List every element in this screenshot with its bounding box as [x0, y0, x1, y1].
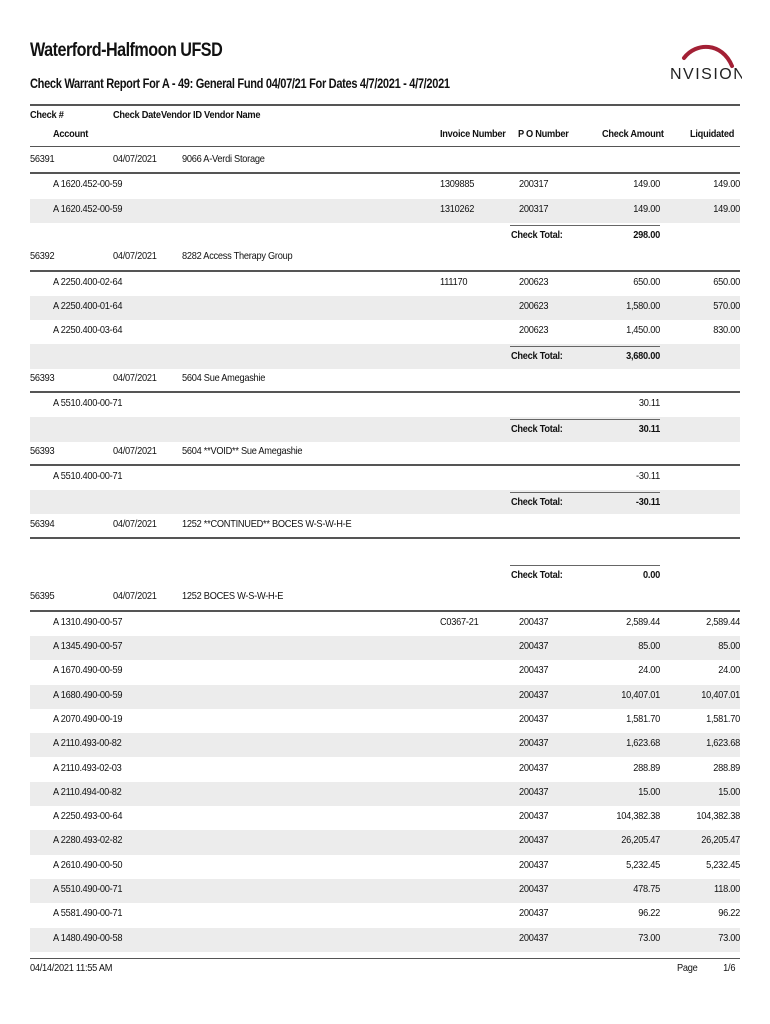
- invoice-number: 111170: [440, 275, 468, 288]
- liquidated-amount: 1,581.70: [706, 712, 740, 725]
- footer-datetime: 04/14/2021 11:55 AM: [30, 962, 113, 974]
- po-number: 200437: [519, 640, 549, 652]
- account-code: A 2110.493-00-82: [53, 737, 122, 750]
- po-number: 200437: [519, 737, 549, 750]
- po-number: 200437: [519, 931, 549, 944]
- check-amount: 24.00: [638, 664, 660, 677]
- liquidated-amount: 96.22: [718, 907, 740, 920]
- liquidated-amount: 149.00: [713, 178, 740, 191]
- account-code: A 2610.490-00-50: [53, 858, 123, 871]
- po-number: 200437: [519, 907, 549, 920]
- report-title: Check Warrant Report For A - 49: General Fund 04/07/21 For Dates 4/7/2021 - 4/7/2021: [30, 76, 450, 91]
- total-rule: [510, 225, 660, 226]
- vendor-name: 5604 **VOID** Sue Amegashie: [182, 444, 303, 457]
- check-amount: 478.75: [633, 883, 660, 895]
- org-name: Waterford-Halfmoon UFSD: [30, 40, 223, 61]
- account-code: A 5510.400-00-71: [53, 397, 123, 409]
- col-invoice: Invoice Number: [440, 128, 506, 140]
- liquidated-amount: 24.00: [718, 664, 740, 677]
- account-code: A 2250.400-03-64: [53, 324, 123, 337]
- col-account: Account: [53, 128, 89, 140]
- po-number: 200437: [519, 785, 549, 798]
- account-code: A 2250.400-01-64: [53, 299, 123, 312]
- account-code: A 1670.490-00-59: [53, 664, 123, 677]
- check-total-label: Check Total:: [511, 228, 563, 241]
- header-rule-bottom: [30, 146, 740, 147]
- check-rule: [30, 270, 740, 272]
- po-number: 200437: [519, 761, 549, 774]
- check-amount: -30.11: [636, 469, 660, 482]
- footer-page-number: 1/6: [723, 962, 736, 974]
- logo-arc-icon: [666, 44, 742, 84]
- col-liquidated: Liquidated: [690, 128, 735, 140]
- check-amount: 104,382.38: [616, 810, 660, 823]
- liquidated-amount: 5,232.45: [706, 858, 740, 871]
- check-number: 56395: [30, 590, 55, 603]
- account-code: A 2250.493-00-64: [53, 810, 123, 823]
- col-po: P O Number: [518, 128, 569, 140]
- po-number: 200437: [519, 712, 549, 725]
- liquidated-amount: 2,589.44: [706, 615, 740, 628]
- account-code: A 2070.490-00-19: [53, 712, 123, 725]
- check-number: 56392: [30, 250, 55, 263]
- nvision-logo: [666, 44, 742, 84]
- check-total-value: 3,680.00: [626, 350, 660, 363]
- po-number: 200623: [519, 275, 549, 288]
- check-amount: 5,232.45: [626, 858, 660, 871]
- check-rule: [30, 391, 740, 393]
- liquidated-amount: 104,382.38: [696, 810, 740, 823]
- liquidated-amount: 830.00: [713, 324, 740, 337]
- check-amount: 96.22: [638, 907, 660, 920]
- check-amount: 149.00: [633, 178, 660, 191]
- liquidated-amount: 570.00: [713, 299, 740, 312]
- liquidated-amount: 15.00: [718, 785, 740, 798]
- check-date: 04/07/2021: [113, 250, 157, 263]
- vendor-name: 1252 **CONTINUED** BOCES W-S-W-H-E: [182, 517, 352, 530]
- check-date: 04/07/2021: [113, 517, 157, 530]
- account-code: A 5510.490-00-71: [53, 883, 123, 895]
- invoice-number: 1310262: [440, 202, 475, 215]
- vendor-name: 8282 Access Therapy Group: [182, 250, 293, 263]
- check-amount: 650.00: [633, 275, 660, 288]
- liquidated-amount: 650.00: [713, 275, 740, 288]
- account-code: A 1480.490-00-58: [53, 931, 123, 944]
- account-code: A 5581.490-00-71: [53, 907, 123, 920]
- check-amount: 85.00: [638, 640, 660, 652]
- vendor-name: 9066 A-Verdi Storage: [182, 153, 265, 165]
- total-rule: [510, 492, 660, 493]
- check-date: 04/07/2021: [113, 371, 157, 384]
- check-total-label: Check Total:: [511, 350, 563, 363]
- invoice-number: 1309885: [440, 178, 475, 191]
- po-number: 200437: [519, 688, 549, 701]
- col-check-date: Check Date: [113, 109, 161, 121]
- check-amount: 30.11: [638, 397, 660, 409]
- check-amount: 15.00: [638, 785, 660, 798]
- account-code: A 2110.493-02-03: [53, 761, 122, 774]
- account-code: A 1680.490-00-59: [53, 688, 123, 701]
- check-amount: 1,623.68: [626, 737, 660, 750]
- col-check: Check #: [30, 109, 64, 121]
- check-total-label: Check Total:: [511, 496, 563, 509]
- liquidated-amount: 149.00: [713, 202, 740, 215]
- po-number: 200437: [519, 883, 549, 895]
- check-date: 04/07/2021: [113, 153, 157, 165]
- logo-text: NVISION: [670, 66, 742, 83]
- po-number: 200437: [519, 810, 549, 823]
- check-total-value: 30.11: [638, 423, 660, 436]
- po-number: 200623: [519, 324, 549, 337]
- liquidated-amount: 73.00: [718, 931, 740, 944]
- check-amount: 26,205.47: [621, 834, 660, 847]
- liquidated-amount: 85.00: [718, 640, 740, 652]
- check-total-value: 298.00: [633, 228, 660, 241]
- po-number: 200623: [519, 299, 549, 312]
- account-code: A 2250.400-02-64: [53, 275, 123, 288]
- check-amount: 2,589.44: [626, 615, 660, 628]
- check-date: 04/07/2021: [113, 444, 157, 457]
- account-code: A 1345.490-00-57: [53, 640, 123, 652]
- check-amount: 1,450.00: [626, 324, 660, 337]
- check-total-value: 0.00: [643, 569, 660, 582]
- liquidated-amount: 10,407.01: [701, 688, 740, 701]
- footer-page-label: Page: [677, 962, 698, 974]
- check-amount: 10,407.01: [621, 688, 660, 701]
- po-number: 200317: [519, 178, 549, 191]
- liquidated-amount: 118.00: [713, 883, 740, 895]
- check-total-value: -30.11: [635, 496, 660, 509]
- invoice-number: C0367-21: [440, 615, 479, 628]
- check-amount: 288.89: [633, 761, 660, 774]
- account-code: A 1310.490-00-57: [53, 615, 123, 628]
- vendor-name: 1252 BOCES W-S-W-H-E: [182, 590, 284, 603]
- account-code: A 1620.452-00-59: [53, 202, 123, 215]
- check-rule: [30, 464, 740, 466]
- vendor-name: 5604 Sue Amegashie: [182, 371, 266, 384]
- total-rule: [510, 565, 660, 566]
- total-rule: [510, 419, 660, 420]
- total-rule: [510, 346, 660, 347]
- check-amount: 1,580.00: [626, 299, 660, 312]
- check-total-label: Check Total:: [511, 569, 563, 582]
- po-number: 200437: [519, 834, 549, 847]
- liquidated-amount: 1,623.68: [706, 737, 740, 750]
- footer-rule: [30, 958, 740, 959]
- account-code: A 2280.493-02-82: [53, 834, 123, 847]
- liquidated-amount: 288.89: [713, 761, 740, 774]
- check-amount: 149.00: [633, 202, 660, 215]
- check-amount: 73.00: [638, 931, 660, 944]
- check-number: 56393: [30, 371, 55, 384]
- col-check-amount: Check Amount: [602, 128, 664, 140]
- account-code: A 5510.400-00-71: [53, 469, 123, 482]
- check-total-label: Check Total:: [511, 423, 563, 436]
- check-number: 56391: [30, 153, 55, 165]
- check-amount: 1,581.70: [626, 712, 660, 725]
- account-code: A 2110.494-00-82: [53, 785, 122, 798]
- check-number: 56393: [30, 444, 55, 457]
- account-code: A 1620.452-00-59: [53, 178, 123, 191]
- check-rule: [30, 537, 740, 539]
- check-number: 56394: [30, 517, 55, 530]
- po-number: 200317: [519, 202, 549, 215]
- col-vendor: Vendor ID Vendor Name: [161, 109, 261, 121]
- po-number: 200437: [519, 858, 549, 871]
- check-rule: [30, 172, 740, 174]
- check-rule: [30, 610, 740, 612]
- po-number: 200437: [519, 664, 549, 677]
- po-number: 200437: [519, 615, 549, 628]
- check-date: 04/07/2021: [113, 590, 157, 603]
- liquidated-amount: 26,205.47: [701, 834, 740, 847]
- header-rule-top: [30, 104, 740, 106]
